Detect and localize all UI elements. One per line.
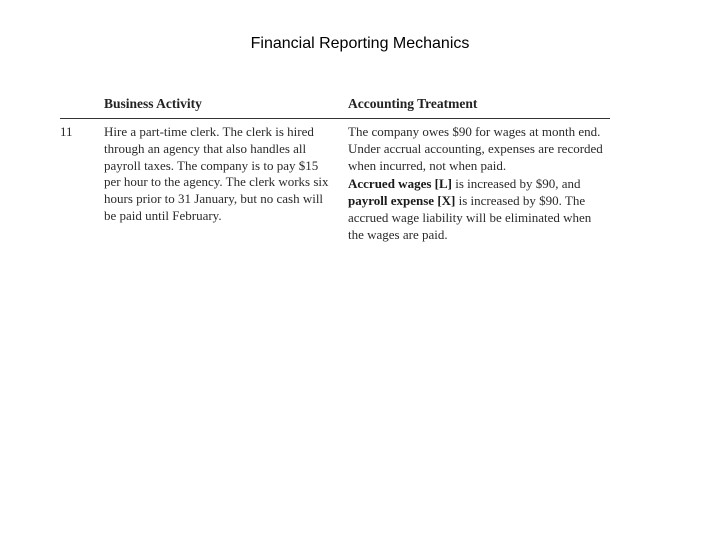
row-number: 11 (60, 124, 73, 139)
accounting-treatment-cell (348, 124, 610, 244)
header-accounting-treatment: Accounting Treatment (348, 96, 478, 111)
header-business-activity: Business Activity (104, 96, 202, 111)
treatment-paragraph-1: The company owes $90 for wages at month end. Under accrual accounting, expenses are recorded when incurred, not when paid. (348, 124, 603, 173)
accrued-wages-term: Accrued wages [L] (348, 176, 452, 192)
treatment-text-a: is increased by $90, and (451, 176, 581, 192)
slide-title: Financial Reporting Mechanics (250, 35, 470, 52)
business-activity-text: Hire a part-time clerk. The clerk is hired through an agency that also handles all payroll taxes. The company is to pay $15 per hour to the agency. The clerk works six hours prior to 31 January, but no cash will be paid until February. (104, 124, 329, 223)
accounting-table (60, 94, 610, 272)
payroll-expense-term: payroll expense [X] (348, 193, 456, 209)
table-header-row (60, 94, 610, 119)
table-row (60, 122, 610, 272)
treatment-text-b: is increased by $90. The accrued wage liability will be eliminated when the wages are paid. (348, 193, 592, 242)
treatment-paragraph-2 (348, 176, 610, 243)
